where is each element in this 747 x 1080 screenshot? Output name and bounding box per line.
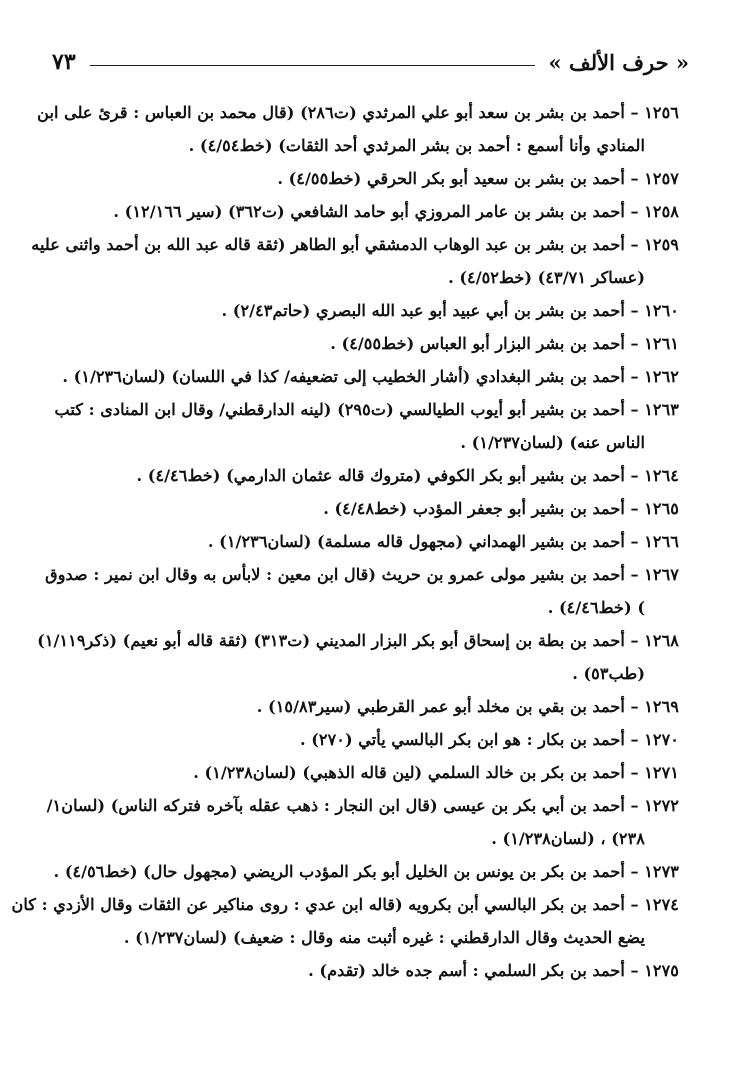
- entry: [54, 393, 679, 459]
- page-header: [52, 46, 689, 78]
- entry: [37, 624, 679, 690]
- entry-text: ١٢٥٧ – أحمد بن بشر بن سعيد أبو بكر الحرقي (خط٤/٥٥) .: [277, 169, 679, 188]
- entry: [31, 228, 679, 294]
- entry-text: ١٢٦٨ – أحمد بن بطة بن إسحاق أبو بكر البزار المديني (ت٣١٣) (ثقة قاله أبو نعيم) (ذكر١/١١٩): [37, 631, 679, 650]
- header-rule: [90, 65, 535, 66]
- entry: [60, 294, 679, 327]
- entry: [60, 459, 679, 492]
- entry-text: ١٢٦٣ – أحمد بن بشير أبو أيوب الطيالسي (ت٢٩٥) (لينه الدارقطني/ وقال ابن المنادى : كتب: [54, 400, 679, 419]
- entry-text: ١٢٦٦ – أحمد بن بشير الهمداني (مجهول قاله مسلمة) (لسان١/٢٣٦) .: [207, 532, 679, 551]
- entry-text: ١٢٥٨ – أحمد بن بشر بن عامر المروزي أبو حامد الشافعي (ت٣٦٢) (سير ١٢/١٦٦) .: [113, 202, 679, 221]
- entry-text: ١٢٦٤ – أحمد بن بشير أبو بكر الكوفي (متروك قاله عثمان الدارمي) (خط٤/٤٦) .: [136, 466, 679, 485]
- entry-text: ١٢٦٠ – أحمد بن بشر بن أبي عبيد أبو عبد الله البصري (حاتم٢/٤٣) .: [221, 301, 679, 320]
- entry: [60, 327, 679, 360]
- entry: [60, 162, 679, 195]
- entry: [11, 888, 679, 954]
- entry: [46, 789, 679, 855]
- entry: [60, 723, 679, 756]
- entry-continuation: (عساكر ٤٣/٧١) (خط٤/٥٢) .: [448, 268, 645, 287]
- entry-text: ١٢٥٩ – أحمد بن بشر بن عبد الوهاب الدمشقي أبو الطاهر (ثقة قاله عبد الله بن أحمد واثنى عليه: [31, 235, 679, 254]
- entry-text: ١٢٦١ – أحمد بن بشر البزار أبو العباس (خط٤/٥٥) .: [330, 334, 679, 353]
- entry-text: ١٢٧٢ – أحمد بن أبي بكر بن عيسى (قال ابن النجار : ذهب عقله بآخره فتركه الناس) (لسان١/: [46, 796, 679, 815]
- entry: [60, 492, 679, 525]
- entry: [53, 855, 679, 888]
- entry-text: ١٢٦٥ – أحمد بن بشير أبو جعفر المؤدب (خط٤/٤٨) .: [323, 499, 679, 518]
- entry: [60, 195, 679, 228]
- entry-text: ١٢٥٦ – أحمد بن بشر بن سعد أبو علي المرثدي (ت٢٨٦) (قال محمد بن العباس : قرئ على ابن: [37, 103, 679, 122]
- entry: [60, 525, 679, 558]
- running-title: « حرف الألف »: [548, 49, 689, 75]
- entry-text: ١٢٧٤ – أحمد بن بكر البالسي أبن بكرويه (قاله ابن عدي : روى مناكير عن الثقات وقال الأزدي : كان: [11, 895, 679, 914]
- entry-text: ١٢٧٣ – أحمد بن بكر بن يونس بن الخليل أبو بكر المؤدب الريضي (مجهول حال) (خط٤/٥٦) .: [53, 862, 679, 881]
- entry-text: ١٢٧٥ – أحمد بن بكر السلمي : أسم جده خالد (تقدم) .: [308, 961, 679, 980]
- entry: [37, 96, 679, 162]
- entry-text: ١٢٦٢ – أحمد بن بشر البغدادي (أشار الخطيب إلى تضعيفه/ كذا في اللسان) (لسان١/٢٣٦) .: [62, 367, 679, 386]
- entry: [60, 690, 679, 723]
- entry-continuation: ) (خط٤/٤٦) .: [547, 598, 645, 617]
- entry: [60, 756, 679, 789]
- entry-text: ١٢٧١ – أحمد بن بكر بن خالد السلمي (لين قاله الذهبي) (لسان١/٢٣٨) .: [193, 763, 679, 782]
- entry-continuation: الناس عنه) (لسان١/٢٣٧) .: [460, 433, 645, 452]
- entry-text: ١٢٧٠ – أحمد بن بكار : هو ابن بكر البالسي يأتي (٢٧٠) .: [299, 730, 679, 749]
- entry: [60, 954, 679, 987]
- entry-continuation: (طب٥٣) .: [572, 664, 645, 683]
- page-number: ٧٣: [52, 49, 76, 75]
- entry: [60, 360, 679, 393]
- entry-list: [11, 96, 679, 987]
- entry-text: ١٢٦٩ – أحمد بن بقي بن مخلد أبو عمر القرطبي (سير١٥/٨٣) .: [256, 697, 679, 716]
- entry-continuation: يضع الحديث وقال الدارقطني : غيره أثبت منه وقال : ضعيف) (لسان١/٢٣٧) .: [123, 928, 645, 947]
- entry: [45, 558, 679, 624]
- entry-text: ١٢٦٧ – أحمد بن بشير مولى عمرو بن حريث (قال ابن معين : لابأس به وقال ابن نمير : صدوق: [45, 565, 679, 584]
- entry-continuation: ٢٣٨) ، (لسان١/٢٣٨) .: [491, 829, 645, 848]
- entry-continuation: المنادي وأنا أسمع : أحمد بن بشر المرثدي أحد الثقات) (خط٤/٥٤) .: [188, 136, 645, 155]
